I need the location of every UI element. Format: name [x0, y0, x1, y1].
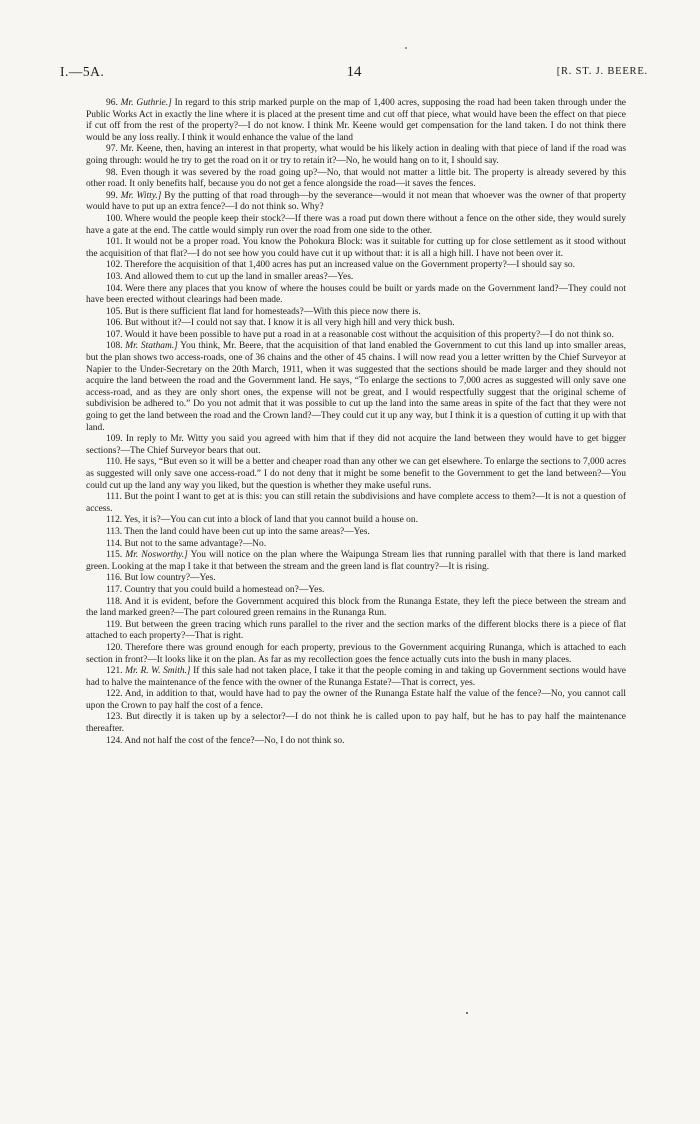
paragraph-text: In reply to Mr. Witty you said you agreed with him that if they did not acquire the land between they would have to get bigger sections?—The Chief Surveyor bears that out.	[86, 434, 626, 456]
testimony-paragraph	[86, 98, 626, 144]
testimony-paragraph	[86, 318, 626, 330]
paragraph-text: But is there sufficient flat land for homesteads?—With this piece now there is.	[122, 306, 421, 317]
question-number: 101.	[106, 237, 123, 248]
testimony-paragraph	[86, 434, 626, 457]
paragraph-text: It would not be a proper road. You know the Pohokura Block: was it suitable for cutting up for close settlement as it stood without the acquisition of that flat?—I do not see how you could have cut it up without that: it is all a high hill. I have not been over it.	[86, 237, 626, 259]
paragraph-text: Would it have been possible to have put a road in at a reasonable cost without the acquisition of this property?—I do not think so.	[122, 329, 614, 340]
question-number: 104.	[106, 283, 123, 294]
question-number: 115.	[106, 550, 123, 561]
speaker-name: Mr. Nosworthy.]	[125, 550, 188, 561]
testimony-paragraph	[86, 515, 626, 527]
testimony-body	[86, 98, 626, 747]
testimony-paragraph	[86, 643, 626, 666]
speaker-name: Mr. Witty.]	[120, 190, 162, 201]
document-reference: I.—5A.	[60, 64, 105, 79]
paragraph-text: Were there any places that you know of where the houses could be built or yards made on the Government land?—They could not have been erected without clearings had been made.	[86, 283, 626, 306]
question-number: 100.	[106, 213, 123, 224]
question-number: 105.	[106, 306, 123, 317]
testimony-paragraph	[86, 689, 626, 712]
testimony-paragraph	[86, 330, 626, 342]
paragraph-text: You think, Mr. Beere, that the acquisition of that land enabled the Government to cut this land up into smaller areas, but the plan shows two access-roads, one of 36 chains and the other of 45 chains. I will now read you a letter written by the Chief Surveyor at Napier to the Under-Secretary on the 20th March, 1911, when it was suggested that the sections should be made larger and they should not acquire the land between the road and the Government land. He says, “To enlarge the sections to 7,000 acres as suggested will only save one access-road, and as they are only short ones, the expense will not be great, and I would respectfully suggest that the original scheme of subdivision be adhered to.” Do you not admit that it was possible to cut up the land into the same areas in spite of the fact that they were not going to get the land between the road and the Crown land?—They could cut it up any way, but I think it is a question of cutting it up with that land.	[86, 341, 627, 433]
paragraph-text: Country that you could build a homestead on?—Yes.	[122, 584, 325, 595]
paragraph-text: Therefore the acquisition of that 1,400 acres has put an increased value on the Government property?—I should say so.	[122, 260, 575, 271]
testimony-paragraph	[86, 666, 626, 689]
stray-mark	[466, 1012, 468, 1014]
paragraph-text: And, in addition to that, would have had to pay the owner of the Runanga Estate half the value of the fence?—No, you cannot call upon the Crown to pay half the cost of a fence.	[86, 689, 626, 711]
question-number: 114.	[106, 538, 123, 549]
paragraph-text: He says, “But even so it will be a better and cheaper road than any other we can get elsewhere. To enlarge the sections to 7,000 acres as suggested will only save one access-road.” I do not deny that it might be some benefit to the Government to get the land between?—You could cut up the land any way you liked, but the question is whether they make useful runs.	[86, 457, 626, 491]
speaker-name: Mr. Statham.]	[125, 341, 178, 352]
page-number: 14	[346, 64, 362, 80]
testimony-paragraph	[86, 307, 626, 319]
question-number: 108.	[106, 341, 123, 352]
paragraph-text: Where would the people keep their stock?—If there was a road put down there without a fence on the other side, they would surely have a gate at the end. The cattle would simply run over the road from one side to the other.	[86, 213, 626, 236]
testimony-paragraph	[86, 550, 626, 573]
paragraph-text: In regard to this strip marked purple on the map of 1,400 acres, supposing the road had been taken through under the Public Works Act in exactly the line where it is placed at the present time and cut off that piece, what would have been the effect on that piece if cut off from the rest of the property?—I do not know. I think Mr. Keene would get compensation for the land taken. I do not think there would be any loss really. I think it would enhance the value of the land	[86, 98, 626, 143]
paragraph-text: And it is evident, before the Government acquired this block from the Runanga Estate, they left the piece between the stream and the land marked green?—The part coloured green remains in the Runanga Run.	[86, 596, 626, 619]
question-number: 106.	[106, 318, 123, 329]
paragraph-text: You will notice on the plan where the Waipunga Stream lies that running parallel with that there is land marked green. Looking at the map I take it that between the stream and the green land is flat country?—It is rising.	[86, 550, 626, 572]
question-number: 99.	[106, 190, 118, 201]
paragraph-text: And allowed them to cut up the land in smaller areas?—Yes.	[122, 271, 354, 282]
testimony-paragraph	[86, 341, 626, 434]
question-number: 121.	[106, 666, 123, 677]
question-number: 97.	[106, 144, 118, 155]
question-number: 110.	[106, 457, 123, 468]
testimony-paragraph	[86, 492, 626, 515]
question-number: 109.	[106, 434, 123, 445]
testimony-paragraph	[86, 144, 626, 167]
testimony-paragraph	[86, 284, 626, 307]
witness-name: [R. ST. J. BEERE.	[556, 66, 648, 77]
paragraph-text: But between the green tracing which runs parallel to the river and the section marks of the different blocks there is a piece of flat attached to each property?—That is right.	[86, 619, 626, 642]
question-number: 123.	[106, 712, 123, 723]
question-number: 103.	[106, 271, 123, 282]
paragraph-text: Then the land could have been cut up into the same areas?—Yes.	[122, 526, 370, 537]
testimony-paragraph	[86, 168, 626, 191]
testimony-paragraph	[86, 585, 626, 597]
paragraph-text: And not half the cost of the fence?—No, I do not think so.	[122, 735, 345, 746]
question-number: 107.	[106, 329, 123, 340]
question-number: 119.	[106, 619, 123, 630]
page-header	[60, 64, 648, 84]
paragraph-text: Yes, it is?—You can cut into a block of land that you cannot build a house on.	[122, 515, 418, 526]
paragraph-text: Even though it was severed by the road going up?—No, that would not matter a little bit. The property is already severed by this other road. It only benefits half, because you do not get a fence alongside the road—it saves the fences.	[86, 167, 626, 190]
question-number: 116.	[106, 573, 123, 584]
testimony-paragraph	[86, 573, 626, 585]
question-number: 122.	[106, 689, 123, 700]
question-number: 112.	[106, 515, 123, 526]
testimony-paragraph	[86, 191, 626, 214]
testimony-paragraph	[86, 214, 626, 237]
question-number: 113.	[106, 526, 123, 537]
question-number: 111.	[106, 492, 122, 503]
paragraph-text: But not to the same advantage?—No.	[122, 538, 267, 549]
question-number: 102.	[106, 260, 123, 271]
question-number: 118.	[106, 596, 123, 607]
paragraph-text: Mr. Keene, then, having an interest in that property, what would be his likely action in dealing with that piece of land if the road was going through: would he try to get the road on it or try to retain it?—No, he would hang on to it, I should say.	[86, 144, 626, 166]
speaker-name: Mr. Guthrie.]	[120, 98, 172, 108]
testimony-paragraph	[86, 539, 626, 551]
testimony-paragraph	[86, 272, 626, 284]
paragraph-text: Therefore there was ground enough for each property, previous to the Government acquiring Runanga, which is attached to each section in front?—It looks like it on the plan. As far as my recollection goes the fence actually cuts into the bush in many places.	[86, 642, 626, 665]
testimony-paragraph	[86, 620, 626, 643]
question-number: 96.	[106, 98, 118, 108]
paragraph-text: But directly it is taken up by a selector?—I do not think he is called upon to pay half, but he has to pay half the maintenance thereafter.	[86, 712, 626, 735]
question-number: 117.	[106, 584, 123, 595]
testimony-paragraph	[86, 527, 626, 539]
testimony-paragraph	[86, 597, 626, 620]
question-number: 120.	[106, 642, 123, 653]
testimony-paragraph	[86, 260, 626, 272]
paragraph-text: By the putting of that road through—by the severance—would it not mean that whoever was the owner of that property would have to put up an extra fence?—I do not think so. Why?	[86, 190, 626, 213]
speaker-name: Mr. R. W. Smith.]	[125, 666, 191, 677]
testimony-paragraph	[86, 457, 626, 492]
testimony-paragraph	[86, 712, 626, 735]
testimony-paragraph	[86, 237, 626, 260]
paragraph-text: But the point I want to get at is this: you can still retain the subdivisions and have complete access to them?—It is not a question of access.	[86, 492, 626, 514]
question-number: 98.	[106, 167, 118, 178]
paragraph-text: But low country?—Yes.	[122, 573, 216, 584]
paragraph-text: But without it?—I could not say that. I know it is all very high hill and very thick bush.	[122, 318, 455, 329]
question-number: 124.	[106, 735, 123, 746]
paragraph-text: If this sale had not taken place, I take it that the people coming in and taking up Government sections would have had to halve the maintenance of the fence with the owner of the Runanga Estate?—That is correct, yes.	[86, 666, 626, 688]
testimony-paragraph	[86, 736, 626, 748]
printer-mark	[405, 47, 407, 49]
